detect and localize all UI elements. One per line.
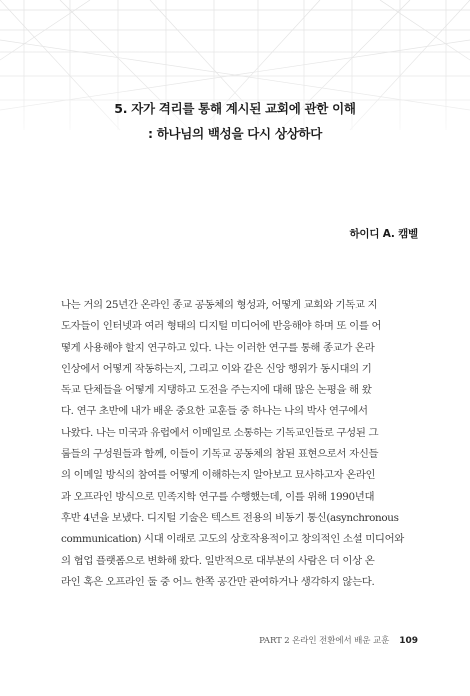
body-line: 나왔다. 나는 미국과 유럽에서 이메일로 소통하는 기독교인들로 구성된 그 xyxy=(61,426,379,439)
chapter-title xyxy=(0,96,470,146)
body-line: 의 이메일 방식의 참여를 어떻게 이해하는지 알아보고 묘사하고자 온라인 xyxy=(61,469,376,482)
author-name: 하이디 A. 캠벨 xyxy=(349,228,418,240)
footer-section-title: PART 2 온라인 전환에서 배운 교훈 xyxy=(259,636,390,646)
chapter-title-line-2: : 하나님의 백성을 다시 상상하다 xyxy=(148,126,322,141)
body-line: communication) 시대 이래로 고도의 상호작용적이고 창의적인 소셜 미디어와 xyxy=(61,533,404,546)
page-number: 109 xyxy=(399,636,418,646)
body-line: 후반 4년을 보냈다. 디지털 기술은 텍스트 전용의 비동기 통신(asynchronous xyxy=(61,511,399,524)
body-line: 나는 거의 25년간 온라인 종교 공동체의 형성과, 어떻게 교회와 기독교 지 xyxy=(61,299,378,311)
body-line: 도자들이 인터넷과 여러 형태의 디지털 미디어에 반응해야 하며 또 이를 어 xyxy=(61,320,382,333)
body-line: 다. 연구 초반에 내가 배운 중요한 교훈들 중 하나는 나의 박사 연구에서 xyxy=(61,405,368,418)
chapter-title-line-1: 5. 자가 격리를 통해 계시된 교회에 관한 이해 xyxy=(114,101,356,116)
body-line: 떻게 사용해야 할지 연구하고 있다. 나는 이러한 연구를 통해 종교가 온라 xyxy=(61,341,375,354)
body-line: 독교 단체들을 어떻게 지탱하고 도전을 주는지에 대해 많은 논평을 해 왔 xyxy=(61,384,372,397)
body-paragraph xyxy=(61,295,425,593)
page-footer xyxy=(259,634,418,646)
body-line: 과 오프라인 방식으로 민족지학 연구를 수행했는데, 이를 위해 1990년대 xyxy=(61,490,375,503)
body-line: 인상에서 어떻게 작동하는지, 그리고 이와 같은 신앙 행위가 동시대의 기 xyxy=(61,362,372,375)
body-line: 의 협업 플랫폼으로 변화해 왔다. 일반적으로 대부분의 사람은 더 이상 온 xyxy=(61,554,375,567)
body-line: 라인 혹은 오프라인 둘 중 어느 한쪽 공간만 관여하거나 생각하지 않는다. xyxy=(61,575,375,588)
body-line: 룹들의 구성원들과 함께, 이들이 기독교 공동체의 참된 표현으로서 자신들 xyxy=(61,448,379,461)
